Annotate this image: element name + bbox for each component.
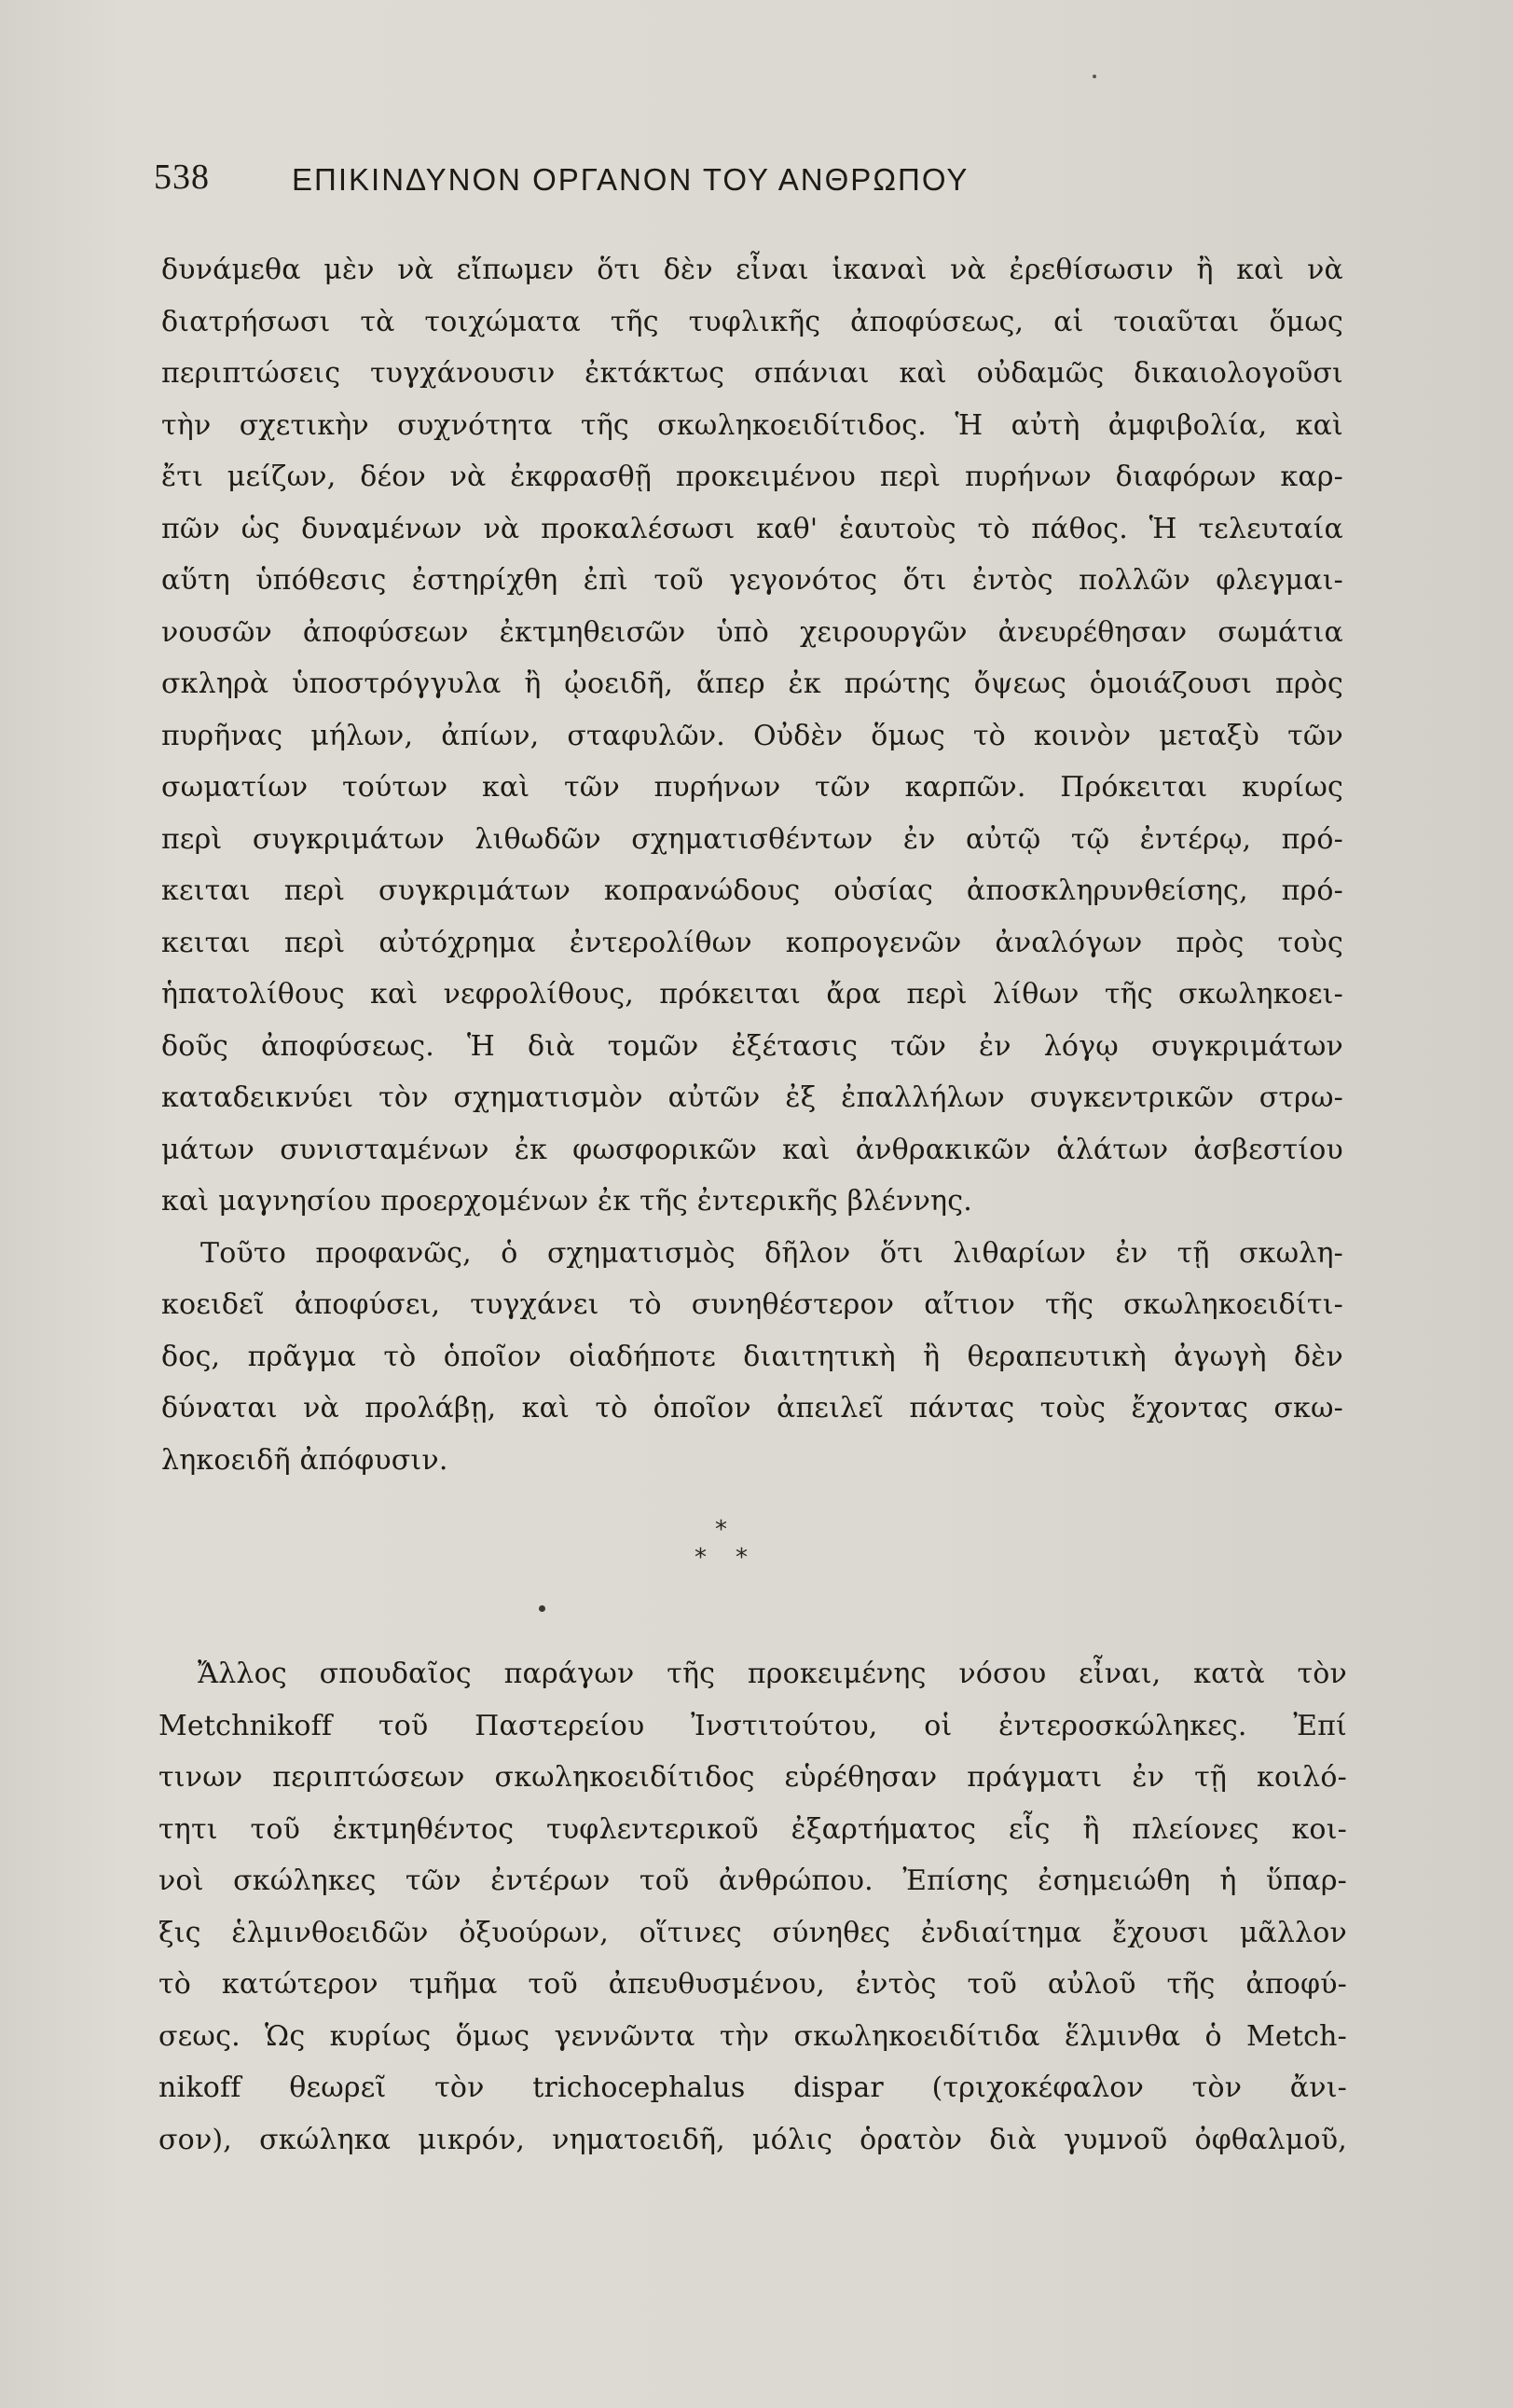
text-line: δος, πρᾶγμα τὸ ὁποῖον οἱαδήποτε διαιτητικὴ ἢ θεραπευτικὴ ἀγωγὴ δὲν [161,1340,1343,1373]
text-line: Metchnikoff τοῦ Παστερείου Ἰνστιτούτου, οἱ ἐντεροσκώληκες. Ἐπί [158,1709,1347,1742]
text-line: σωματίων τούτων καὶ τῶν πυρήνων τῶν καρπῶν. Πρόκειται κυρίως [161,771,1343,804]
text-line: δύναται νὰ προλάβῃ, καὶ τὸ ὁποῖον ἀπειλεῖ πάντας τοὺς ἔχοντας σκω- [161,1392,1343,1424]
paragraph-3 [158,1648,1347,2166]
page-number: 538 [154,158,210,197]
text-line: περιπτώσεις τυγχάνουσιν ἐκτάκτως σπάνιαι καὶ οὐδαμῶς δικαιολογοῦσι [161,357,1343,390]
asterisk-icon: * [695,1544,707,1572]
text-line: ξις ἑλμινθοειδῶν ὀξυούρων, οἵτινες σύνηθες ἐνδιαίτημα ἔχουσι μᾶλλον [158,1916,1347,1949]
text-line: nikoff θεωρεῖ τὸν trichocephalus dispar (τριχοκέφαλον τὸν ἄνι- [158,2071,1347,2104]
paragraph-1 [161,244,1343,1228]
text-line: σεως. Ὡς κυρίως ὅμως γεννῶντα τὴν σκωληκοειδίτιδα ἕλμινθα ὁ Metch- [158,2019,1347,2053]
text-line: σον), σκώληκα μικρόν, νηματοειδῆ, μόλις ὁρατὸν διὰ γυμνοῦ ὀφθαλμοῦ, [158,2123,1347,2156]
text-line: ἡπατολίθους καὶ νεφρολίθους, πρόκειται ἄρα περὶ λίθων τῆς σκωληκοει- [161,978,1343,1011]
text-line: αὕτη ὑπόθεσις ἐστηρίχθη ἐπὶ τοῦ γεγονότος ὅτι ἐντὸς πολλῶν φλεγμαι- [161,564,1343,597]
text-line: πῶν ὡς δυναμένων νὰ προκαλέσωσι καθ' ἑαυτοὺς τὸ πάθος. Ἡ τελευταία [161,512,1343,545]
running-head: ΕΠΙΚΙΝΔΥΝΟΝ ΟΡΓΑΝΟΝ ΤΟΥ ΑΝΘΡΩΠΟΥ [292,162,970,197]
text-line: τητι τοῦ ἐκτμηθέντος τυφλεντερικοῦ ἐξαρτήματος εἷς ἢ πλείονες κοι- [158,1812,1347,1846]
text-line: Ἄλλος σπουδαῖος παράγων τῆς προκειμένης νόσου εἶναι, κατὰ τὸν [198,1658,1347,1690]
asterisk-icon: * [736,1544,748,1572]
section-break-asterisks [685,1518,769,1602]
asterisk-icon: * [715,1516,727,1544]
text-line: καταδεικνύει τὸν σχηματισμὸν αὐτῶν ἐξ ἐπαλλήλων συγκεντρικῶν στρω- [161,1081,1343,1114]
text-line: πυρῆνας μήλων, ἀπίων, σταφυλῶν. Οὐδὲν ὅμως τὸ κοινὸν μεταξὺ τῶν [161,719,1343,752]
text-line: νοὶ σκώληκες τῶν ἐντέρων τοῦ ἀνθρώπου. Ἐπίσης ἐσημειώθη ἡ ὕπαρ- [158,1864,1347,1897]
text-line: σκληρὰ ὑποστρόγγυλα ἢ ᾠοειδῆ, ἅπερ ἐκ πρώτης ὄψεως ὁμοιάζουσι πρὸς [161,667,1343,700]
text-line: τὴν σχετικὴν συχνότητα τῆς σκωληκοειδίτιδος. Ἡ αὐτὴ ἀμφιβολία, καὶ [161,408,1343,442]
text-line: νουσῶν ἀποφύσεων ἐκτμηθεισῶν ὑπὸ χειρουργῶν ἀνευρέθησαν σωμάτια [161,615,1343,649]
text-line: ἔτι μείζων, δέον νὰ ἐκφρασθῇ προκειμένου περὶ πυρήνων διαφόρων καρ- [161,461,1343,493]
print-speck [539,1605,545,1612]
text-line: κοειδεῖ ἀποφύσει, τυγχάνει τὸ συνηθέστερον αἴτιον τῆς σκωληκοειδίτι- [161,1288,1343,1321]
paper-speck [1093,75,1096,78]
text-line: τὸ κατώτερον τμῆμα τοῦ ἀπευθυσμένου, ἐντὸς τοῦ αὐλοῦ τῆς ἀποφύ- [158,1968,1347,2001]
text-line: μάτων συνισταμένων ἐκ φωσφορικῶν καὶ ἀνθρακικῶν ἁλάτων ἀσβεστίου [161,1133,1343,1166]
text-line: Τοῦτο προφανῶς, ὁ σχηματισμὸς δῆλον ὅτι λιθαρίων ἐν τῇ σκωλη- [200,1236,1343,1270]
main-text-block [161,244,1343,1486]
text-line: καὶ μαγνησίου προερχομένων ἐκ τῆς ἐντερικῆς βλέννης. [161,1185,972,1218]
text-line: ληκοειδῆ ἀπόφυσιν. [161,1443,448,1477]
text-line: δυνάμεθα μὲν νὰ εἴπωμεν ὅτι δὲν εἶναι ἱκαναὶ νὰ ἐρεθίσωσιν ἢ καὶ νὰ [161,254,1343,286]
paragraph-2 [161,1228,1343,1487]
text-line: διατρήσωσι τὰ τοιχώματα τῆς τυφλικῆς ἀποφύσεως, αἱ τοιαῦται ὅμως [161,305,1343,338]
text-line: περὶ συγκριμάτων λιθωδῶν σχηματισθέντων ἐν αὐτῷ τῷ ἐντέρῳ, πρό- [161,822,1343,856]
text-line: κειται περὶ συγκριμάτων κοπρανώδους οὐσίας ἀποσκληρυνθείσης, πρό- [161,874,1343,907]
text-line: δοῦς ἀποφύσεως. Ἡ διὰ τομῶν ἐξέτασις τῶν ἐν λόγῳ συγκριμάτων [161,1029,1343,1063]
page-header [154,157,1356,213]
text-line: τινων περιπτώσεων σκωληκοειδίτιδος εὑρέθησαν πράγματι ἐν τῇ κοιλό- [158,1761,1347,1794]
text-line: κειται περὶ αὐτόχρημα ἐντερολίθων κοπρογενῶν ἀναλόγων πρὸς τοὺς [161,926,1343,959]
